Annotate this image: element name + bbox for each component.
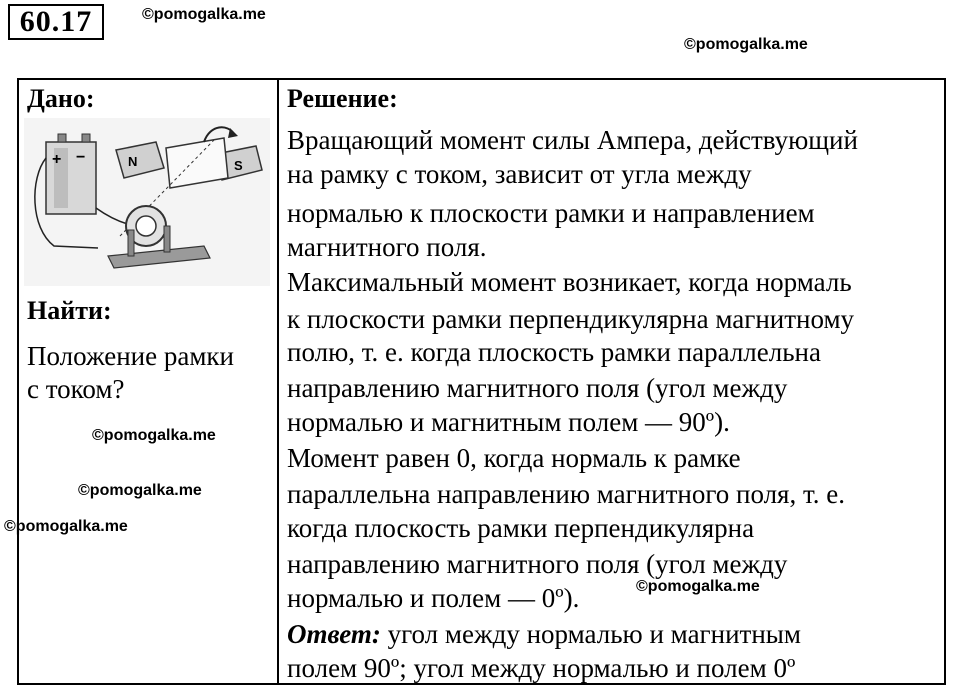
solution-line: нормалью к плоскости рамки и направлением	[287, 198, 815, 228]
watermark: ©pomogalka.me	[636, 578, 760, 595]
motor-frame-figure	[24, 118, 270, 286]
find-line: с током?	[27, 374, 125, 404]
solution-line: нормалью и магнитным полем — 90º).	[287, 407, 730, 437]
answer-label: Ответ:	[287, 619, 381, 649]
answer-line: полем 90º; угол между нормалью и полем 0º	[287, 653, 796, 683]
battery-minus-label: −	[76, 149, 86, 166]
watermark: ©pomogalka.me	[142, 6, 266, 23]
watermark: ©pomogalka.me	[92, 427, 216, 444]
solution-line: Момент равен 0, когда нормаль к рамке	[287, 443, 741, 473]
solution-line: параллельна направлению магнитного поля, т. е.	[287, 479, 845, 509]
problem-number: 60.17	[8, 4, 104, 40]
given-heading: Дано:	[27, 84, 95, 113]
battery-plus-label: +	[52, 151, 62, 168]
solution-line: Вращающий момент силы Ампера, действующий	[287, 125, 858, 155]
magnet-south-label: S	[234, 158, 243, 173]
find-heading: Найти:	[27, 296, 112, 325]
solution-line: когда плоскость рамки перпендикулярна	[287, 513, 755, 543]
solution-line: магнитного поля.	[287, 232, 487, 262]
answer-text: угол между нормалью и магнитным	[380, 619, 801, 649]
solution-heading: Решение:	[287, 84, 398, 113]
solution-line: на рамку с током, зависит от угла между	[287, 159, 752, 189]
watermark: ©pomogalka.me	[4, 518, 128, 535]
solution-line: к плоскости рамки перпендикулярна магнитному	[287, 304, 855, 334]
watermark: ©pomogalka.me	[684, 36, 808, 53]
find-line: Положение рамки	[27, 341, 234, 371]
battery-icon	[46, 134, 96, 214]
answer-line	[287, 618, 801, 650]
watermark: ©pomogalka.me	[78, 482, 202, 499]
solution-line: направлению магнитного поля (угол между	[287, 373, 788, 403]
solution-line: полю, т. е. когда плоскость рамки параллельна	[287, 337, 821, 367]
solution-line: Максимальный момент возникает, когда нормаль	[287, 267, 852, 297]
solution-line: направлению магнитного поля (угол между	[287, 549, 788, 579]
column-divider	[277, 78, 279, 685]
magnet-north-label: N	[128, 154, 138, 169]
solution-line: нормалью и полем — 0º).	[287, 583, 580, 613]
